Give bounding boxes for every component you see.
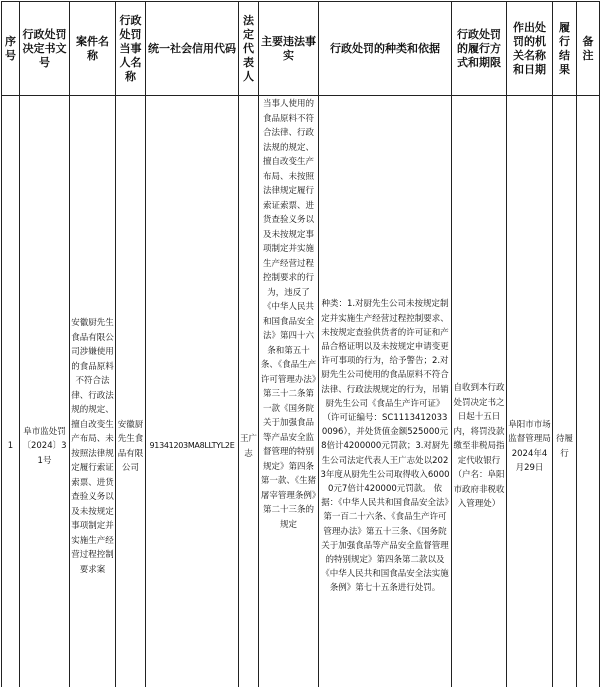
header-credit-code: 统一社会信用代码 — [146, 2, 239, 96]
cell-type-basis: 种类：1.对厨先生公司未按规定制定并实施生产经营过程控制要求、未按规定查验供货者的许可证和产品合格证明以及未按规定申请变更许可事项的行为，给予警告；2.对厨先生公司使用的食品原料不符合法律、行政法规规定的行为，吊销厨先生公司《食品生产许可证》（许可证编号：SC11134120330096），并处货值金额525000元8倍计4200000元罚款；3.对厨先生公司法定代表人王广志处以2023年度从厨先生公司取得收入60000元7倍计420000元罚款。 依据：《中华人民共和国食品安全法》第一百二十六条、《食品生产许可管理办法》第五十三条、《国务院关于加强食品等产品安全监督管理的特别规定》第四条第二款以及《中华人民共和国食品安全法实施条例》第七十五条进行处罚。 — [319, 96, 452, 687]
table-row — [2, 96, 600, 687]
cell-credit-code: 91341203MA8LLTYL2E — [146, 96, 239, 687]
header-result: 履行结果 — [553, 2, 577, 96]
cell-fulfillment: 自收到本行政处罚决定书之日起十五日内，将罚没款缴至非税局指定代收银行（户名：阜阳市政府非税收入管理处） — [452, 96, 507, 687]
header-authority-date: 作出处罚的机关名称和日期 — [507, 2, 553, 96]
header-fulfillment: 行政处罚的履行方式和期限 — [452, 2, 507, 96]
cell-remark — [577, 96, 600, 687]
header-legal-rep: 法定代表人 — [239, 2, 259, 96]
cell-case-name: 安徽厨先生食品有限公司涉嫌使用的食品原料不符合法律、行政法规的规定、擅自改变生产布局、未按照法律规定履行索证索票、进货查验义务以及未按规定事项制定并实施生产经营过程控制要求案 — [70, 96, 116, 687]
cell-seq: 1 — [2, 96, 20, 687]
cell-violation: 当事人使用的食品原料不符合法律、行政法规的规定、擅自改变生产布局、未按照法律规定履行索证索票、进货查验义务以及未按规定事项制定并实施生产经营过程控制要求的行为，违反了《中华人民共和国食品安全法》第四十六条和第五十条、《食品生产许可管理办法》第三十二条第一款《国务院关于加强食品等产品安全监督管理的特别规定》第四条第一款、《生猪屠宰管理条例》第二十三条的规定 — [259, 96, 319, 687]
penalty-table — [1, 1, 600, 687]
header-party: 行政处罚当事人名称 — [116, 2, 146, 96]
table-header-row — [2, 2, 600, 96]
cell-doc-no: 阜市监处罚〔2024〕31号 — [20, 96, 70, 687]
header-type-basis: 行政处罚的种类和依据 — [319, 2, 452, 96]
header-doc-no: 行政处罚决定书文号 — [20, 2, 70, 96]
cell-authority-date: 阜阳市市场监督管理局 2024年4月29日 — [507, 96, 553, 687]
cell-result: 待履行 — [553, 96, 577, 687]
header-seq: 序号 — [2, 2, 20, 96]
header-violation: 主要违法事实 — [259, 2, 319, 96]
cell-legal-rep: 王广志 — [239, 96, 259, 687]
header-case-name: 案件名称 — [70, 2, 116, 96]
header-remark: 备注 — [577, 2, 600, 96]
cell-party: 安徽厨先生食品有限公司 — [116, 96, 146, 687]
